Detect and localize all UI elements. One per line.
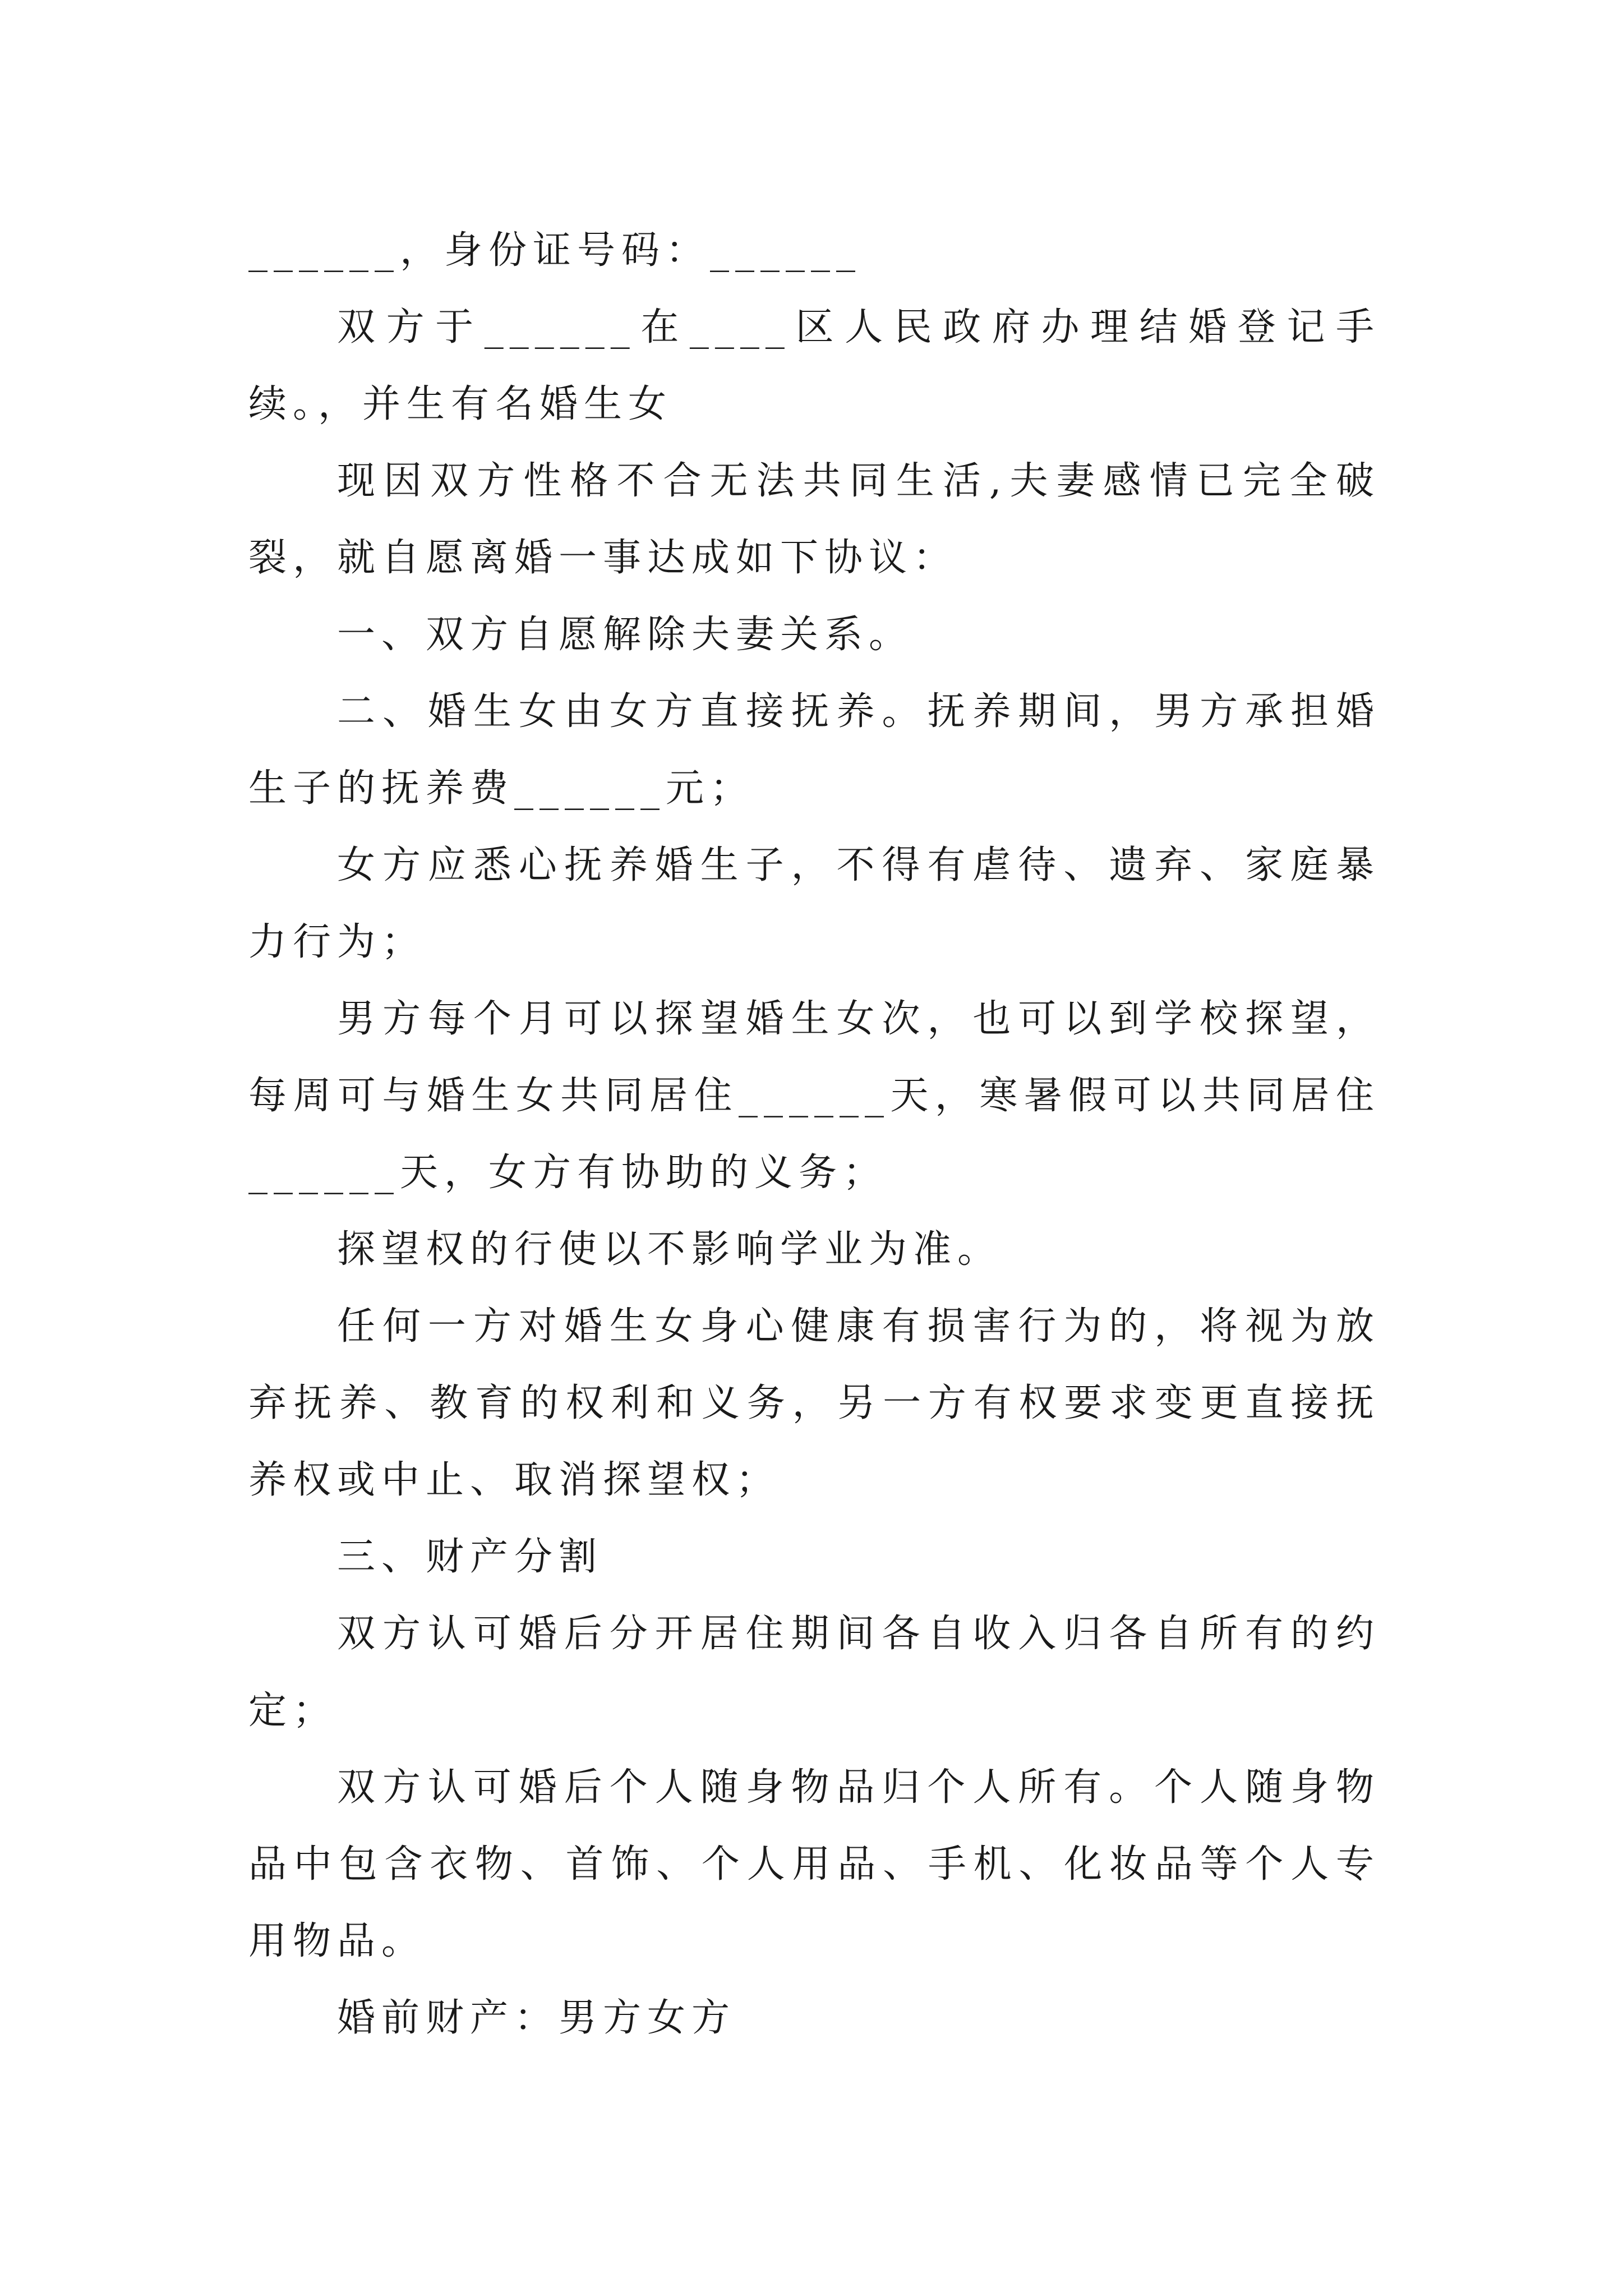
document-body [248,212,1380,2056]
paragraph-separate-income: 双方认可婚后分开居住期间各自收入归各自所有的约定； [248,1612,1380,1733]
paragraph-id-number: ______，身份证号码：______ [248,228,862,273]
paragraph-premarital-property: 婚前财产：男方女方 [337,1996,736,2040]
paragraph-harm-clause: 任何一方对婚生女身心健康有损害行为的，将视为放弃抚养、教育的权利和义务，另一方有权要求变更直接抚养权或中止、取消探望权； [248,1304,1380,1502]
paragraph-clause-three-heading: 三、财产分割 [337,1535,603,1579]
paragraph-mother-duties: 女方应悉心抚养婚生子，不得有虐待、遗弃、家庭暴力行为； [248,843,1380,964]
paragraph-divorce-reason: 现因双方性格不合无法共同生活,夫妻感情已完全破裂，就自愿离婚一事达成如下协议： [248,459,1380,580]
paragraph-visitation: 男方每个月可以探望婚生女次，也可以到学校探望，每周可与婚生女共同居住______天，寒暑假可以共同居住______天，女方有协助的义务； [248,997,1380,1195]
paragraph-clause-two-custody: 二、婚生女由女方直接抚养。抚养期间，男方承担婚生子的抚养费______元； [248,689,1380,811]
paragraph-marriage-registration: 双方于______在____区人民政府办理结婚登记手续。，并生有名婚生女 [248,305,1380,426]
paragraph-personal-items: 双方认可婚后个人随身物品归个人所有。个人随身物品中包含衣物、首饰、个人用品、手机、化妆品等个人专用物品。 [248,1765,1380,1963]
paragraph-clause-one: 一、双方自愿解除夫妻关系。 [337,613,914,657]
paragraph-visitation-limit: 探望权的行使以不影响学业为准。 [337,1227,1002,1272]
